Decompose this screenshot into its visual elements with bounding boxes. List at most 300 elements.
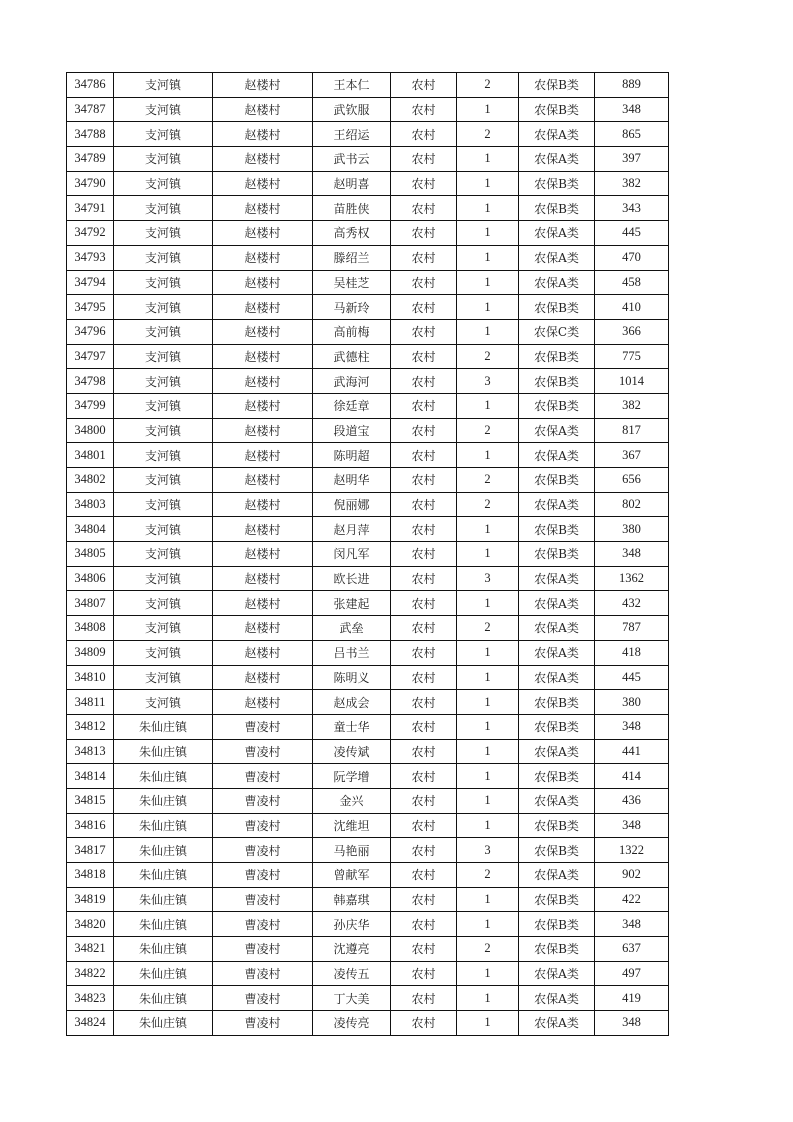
- area-type-cell: 农村: [391, 665, 457, 690]
- amount-cell: 410: [595, 295, 669, 320]
- name-cell: 欧长进: [313, 566, 391, 591]
- table-row: [67, 542, 669, 567]
- name-cell: 赵明喜: [313, 171, 391, 196]
- serial-number-cell: 34802: [67, 468, 114, 493]
- village-cell: 赵楼村: [213, 591, 313, 616]
- table-row: [67, 1011, 669, 1036]
- village-cell: 赵楼村: [213, 171, 313, 196]
- insurance-category-cell: 农保B类: [519, 813, 595, 838]
- serial-number-cell: 34812: [67, 714, 114, 739]
- amount-cell: 889: [595, 73, 669, 98]
- village-cell: 赵楼村: [213, 566, 313, 591]
- town-cell: 朱仙庄镇: [114, 1011, 213, 1036]
- area-type-cell: 农村: [391, 542, 457, 567]
- area-type-cell: 农村: [391, 714, 457, 739]
- insurance-category-cell: 农保C类: [519, 319, 595, 344]
- table-row: [67, 937, 669, 962]
- area-type-cell: 农村: [391, 73, 457, 98]
- name-cell: 赵月萍: [313, 517, 391, 542]
- village-cell: 赵楼村: [213, 196, 313, 221]
- town-cell: 支河镇: [114, 665, 213, 690]
- name-cell: 韩嘉琪: [313, 887, 391, 912]
- name-cell: 马艳丽: [313, 838, 391, 863]
- name-cell: 赵成会: [313, 690, 391, 715]
- table-row: [67, 665, 669, 690]
- table-body: [67, 73, 669, 1036]
- area-type-cell: 农村: [391, 863, 457, 888]
- town-cell: 支河镇: [114, 270, 213, 295]
- serial-number-cell: 34820: [67, 912, 114, 937]
- area-type-cell: 农村: [391, 813, 457, 838]
- amount-cell: 1322: [595, 838, 669, 863]
- amount-cell: 348: [595, 97, 669, 122]
- amount-cell: 902: [595, 863, 669, 888]
- area-type-cell: 农村: [391, 393, 457, 418]
- household-count-cell: 1: [457, 97, 519, 122]
- name-cell: 陈明超: [313, 443, 391, 468]
- table-row: [67, 739, 669, 764]
- amount-cell: 343: [595, 196, 669, 221]
- name-cell: 徐廷章: [313, 393, 391, 418]
- area-type-cell: 农村: [391, 1011, 457, 1036]
- serial-number-cell: 34801: [67, 443, 114, 468]
- area-type-cell: 农村: [391, 566, 457, 591]
- table-row: [67, 319, 669, 344]
- insurance-category-cell: 农保A类: [519, 221, 595, 246]
- household-count-cell: 1: [457, 517, 519, 542]
- town-cell: 支河镇: [114, 517, 213, 542]
- serial-number-cell: 34821: [67, 937, 114, 962]
- name-cell: 高前梅: [313, 319, 391, 344]
- household-count-cell: 1: [457, 665, 519, 690]
- serial-number-cell: 34811: [67, 690, 114, 715]
- village-cell: 赵楼村: [213, 295, 313, 320]
- household-count-cell: 2: [457, 863, 519, 888]
- table-row: [67, 393, 669, 418]
- area-type-cell: 农村: [391, 369, 457, 394]
- table-row: [67, 912, 669, 937]
- household-count-cell: 1: [457, 221, 519, 246]
- name-cell: 武海河: [313, 369, 391, 394]
- table-row: [67, 640, 669, 665]
- town-cell: 朱仙庄镇: [114, 788, 213, 813]
- insurance-category-cell: 农保A类: [519, 443, 595, 468]
- area-type-cell: 农村: [391, 344, 457, 369]
- amount-cell: 432: [595, 591, 669, 616]
- village-cell: 曹凌村: [213, 764, 313, 789]
- town-cell: 支河镇: [114, 640, 213, 665]
- amount-cell: 348: [595, 813, 669, 838]
- village-cell: 曹凌村: [213, 788, 313, 813]
- serial-number-cell: 34799: [67, 393, 114, 418]
- household-count-cell: 1: [457, 912, 519, 937]
- household-count-cell: 1: [457, 393, 519, 418]
- village-cell: 赵楼村: [213, 517, 313, 542]
- insurance-category-cell: 农保A类: [519, 122, 595, 147]
- serial-number-cell: 34793: [67, 245, 114, 270]
- town-cell: 支河镇: [114, 97, 213, 122]
- village-cell: 赵楼村: [213, 369, 313, 394]
- table-row: [67, 838, 669, 863]
- village-cell: 赵楼村: [213, 665, 313, 690]
- amount-cell: 397: [595, 147, 669, 172]
- village-cell: 赵楼村: [213, 418, 313, 443]
- table-row: [67, 369, 669, 394]
- insurance-category-cell: 农保B类: [519, 690, 595, 715]
- village-cell: 赵楼村: [213, 542, 313, 567]
- table-row: [67, 73, 669, 98]
- town-cell: 朱仙庄镇: [114, 986, 213, 1011]
- town-cell: 支河镇: [114, 245, 213, 270]
- area-type-cell: 农村: [391, 122, 457, 147]
- table-row: [67, 221, 669, 246]
- area-type-cell: 农村: [391, 319, 457, 344]
- village-cell: 赵楼村: [213, 245, 313, 270]
- town-cell: 朱仙庄镇: [114, 813, 213, 838]
- household-count-cell: 1: [457, 171, 519, 196]
- village-cell: 赵楼村: [213, 270, 313, 295]
- household-count-cell: 2: [457, 122, 519, 147]
- table-row: [67, 566, 669, 591]
- insurance-category-cell: 农保B类: [519, 838, 595, 863]
- insurance-category-cell: 农保B类: [519, 393, 595, 418]
- name-cell: 张建起: [313, 591, 391, 616]
- household-count-cell: 3: [457, 838, 519, 863]
- town-cell: 朱仙庄镇: [114, 961, 213, 986]
- amount-cell: 367: [595, 443, 669, 468]
- town-cell: 支河镇: [114, 418, 213, 443]
- household-count-cell: 3: [457, 566, 519, 591]
- town-cell: 朱仙庄镇: [114, 838, 213, 863]
- serial-number-cell: 34788: [67, 122, 114, 147]
- serial-number-cell: 34806: [67, 566, 114, 591]
- insurance-category-cell: 农保A类: [519, 1011, 595, 1036]
- village-cell: 赵楼村: [213, 443, 313, 468]
- household-count-cell: 2: [457, 418, 519, 443]
- insurance-category-cell: 农保A类: [519, 566, 595, 591]
- amount-cell: 802: [595, 492, 669, 517]
- name-cell: 闵凡军: [313, 542, 391, 567]
- town-cell: 支河镇: [114, 122, 213, 147]
- amount-cell: 348: [595, 1011, 669, 1036]
- town-cell: 朱仙庄镇: [114, 887, 213, 912]
- household-count-cell: 1: [457, 764, 519, 789]
- serial-number-cell: 34817: [67, 838, 114, 863]
- village-cell: 赵楼村: [213, 616, 313, 641]
- area-type-cell: 农村: [391, 912, 457, 937]
- amount-cell: 775: [595, 344, 669, 369]
- household-count-cell: 1: [457, 591, 519, 616]
- amount-cell: 414: [595, 764, 669, 789]
- insurance-category-cell: 农保B类: [519, 542, 595, 567]
- table-row: [67, 443, 669, 468]
- town-cell: 支河镇: [114, 591, 213, 616]
- amount-cell: 787: [595, 616, 669, 641]
- amount-cell: 458: [595, 270, 669, 295]
- insurance-category-cell: 农保B类: [519, 344, 595, 369]
- table-row: [67, 813, 669, 838]
- insurance-category-cell: 农保B类: [519, 714, 595, 739]
- amount-cell: 366: [595, 319, 669, 344]
- insurance-category-cell: 农保A类: [519, 665, 595, 690]
- insurance-category-cell: 农保A类: [519, 591, 595, 616]
- table-row: [67, 961, 669, 986]
- insurance-category-cell: 农保B类: [519, 764, 595, 789]
- amount-cell: 497: [595, 961, 669, 986]
- household-count-cell: 2: [457, 344, 519, 369]
- household-count-cell: 2: [457, 616, 519, 641]
- table-row: [67, 517, 669, 542]
- area-type-cell: 农村: [391, 196, 457, 221]
- area-type-cell: 农村: [391, 270, 457, 295]
- amount-cell: 1362: [595, 566, 669, 591]
- town-cell: 支河镇: [114, 616, 213, 641]
- name-cell: 丁大美: [313, 986, 391, 1011]
- household-count-cell: 2: [457, 492, 519, 517]
- name-cell: 凌传斌: [313, 739, 391, 764]
- amount-cell: 637: [595, 937, 669, 962]
- amount-cell: 382: [595, 171, 669, 196]
- amount-cell: 422: [595, 887, 669, 912]
- amount-cell: 382: [595, 393, 669, 418]
- serial-number-cell: 34796: [67, 319, 114, 344]
- serial-number-cell: 34805: [67, 542, 114, 567]
- area-type-cell: 农村: [391, 937, 457, 962]
- insurance-category-cell: 农保B类: [519, 937, 595, 962]
- insurance-category-cell: 农保A类: [519, 147, 595, 172]
- insurance-category-cell: 农保B类: [519, 73, 595, 98]
- town-cell: 支河镇: [114, 492, 213, 517]
- area-type-cell: 农村: [391, 517, 457, 542]
- name-cell: 陈明义: [313, 665, 391, 690]
- area-type-cell: 农村: [391, 838, 457, 863]
- name-cell: 孙庆华: [313, 912, 391, 937]
- amount-cell: 441: [595, 739, 669, 764]
- data-table: [66, 72, 669, 1036]
- household-count-cell: 2: [457, 937, 519, 962]
- household-count-cell: 1: [457, 714, 519, 739]
- table-row: [67, 468, 669, 493]
- village-cell: 曹凌村: [213, 714, 313, 739]
- table-row: [67, 418, 669, 443]
- amount-cell: 348: [595, 912, 669, 937]
- serial-number-cell: 34803: [67, 492, 114, 517]
- town-cell: 支河镇: [114, 73, 213, 98]
- household-count-cell: 3: [457, 369, 519, 394]
- name-cell: 武书云: [313, 147, 391, 172]
- insurance-category-cell: 农保A类: [519, 245, 595, 270]
- table-row: [67, 295, 669, 320]
- insurance-category-cell: 农保B类: [519, 171, 595, 196]
- amount-cell: 865: [595, 122, 669, 147]
- area-type-cell: 农村: [391, 739, 457, 764]
- area-type-cell: 农村: [391, 97, 457, 122]
- name-cell: 武德柱: [313, 344, 391, 369]
- village-cell: 赵楼村: [213, 147, 313, 172]
- amount-cell: 445: [595, 221, 669, 246]
- name-cell: 金兴: [313, 788, 391, 813]
- name-cell: 倪丽娜: [313, 492, 391, 517]
- insurance-category-cell: 农保B类: [519, 369, 595, 394]
- town-cell: 支河镇: [114, 393, 213, 418]
- insurance-category-cell: 农保A类: [519, 986, 595, 1011]
- town-cell: 支河镇: [114, 295, 213, 320]
- household-count-cell: 1: [457, 640, 519, 665]
- village-cell: 赵楼村: [213, 690, 313, 715]
- village-cell: 曹凌村: [213, 813, 313, 838]
- household-count-cell: 1: [457, 739, 519, 764]
- household-count-cell: 2: [457, 468, 519, 493]
- insurance-category-cell: 农保B类: [519, 196, 595, 221]
- town-cell: 支河镇: [114, 319, 213, 344]
- household-count-cell: 1: [457, 270, 519, 295]
- insurance-category-cell: 农保A类: [519, 616, 595, 641]
- insurance-category-cell: 农保A类: [519, 788, 595, 813]
- town-cell: 支河镇: [114, 468, 213, 493]
- serial-number-cell: 34816: [67, 813, 114, 838]
- serial-number-cell: 34815: [67, 788, 114, 813]
- name-cell: 高秀权: [313, 221, 391, 246]
- insurance-category-cell: 农保A类: [519, 418, 595, 443]
- area-type-cell: 农村: [391, 764, 457, 789]
- insurance-category-cell: 农保B类: [519, 97, 595, 122]
- household-count-cell: 1: [457, 986, 519, 1011]
- insurance-category-cell: 农保A类: [519, 961, 595, 986]
- village-cell: 赵楼村: [213, 344, 313, 369]
- town-cell: 支河镇: [114, 196, 213, 221]
- name-cell: 滕绍兰: [313, 245, 391, 270]
- serial-number-cell: 34818: [67, 863, 114, 888]
- amount-cell: 418: [595, 640, 669, 665]
- town-cell: 朱仙庄镇: [114, 764, 213, 789]
- amount-cell: 436: [595, 788, 669, 813]
- serial-number-cell: 34794: [67, 270, 114, 295]
- name-cell: 沈遵亮: [313, 937, 391, 962]
- village-cell: 曹凌村: [213, 887, 313, 912]
- town-cell: 支河镇: [114, 542, 213, 567]
- village-cell: 曹凌村: [213, 1011, 313, 1036]
- area-type-cell: 农村: [391, 221, 457, 246]
- household-count-cell: 1: [457, 961, 519, 986]
- name-cell: 曾献军: [313, 863, 391, 888]
- name-cell: 凌传五: [313, 961, 391, 986]
- area-type-cell: 农村: [391, 788, 457, 813]
- village-cell: 曹凌村: [213, 937, 313, 962]
- name-cell: 吕书兰: [313, 640, 391, 665]
- area-type-cell: 农村: [391, 171, 457, 196]
- household-count-cell: 1: [457, 319, 519, 344]
- household-count-cell: 2: [457, 73, 519, 98]
- table-row: [67, 591, 669, 616]
- table-row: [67, 887, 669, 912]
- household-count-cell: 1: [457, 443, 519, 468]
- table-row: [67, 986, 669, 1011]
- area-type-cell: 农村: [391, 640, 457, 665]
- area-type-cell: 农村: [391, 690, 457, 715]
- household-count-cell: 1: [457, 887, 519, 912]
- table-row: [67, 492, 669, 517]
- table-row: [67, 147, 669, 172]
- area-type-cell: 农村: [391, 245, 457, 270]
- town-cell: 支河镇: [114, 171, 213, 196]
- serial-number-cell: 34807: [67, 591, 114, 616]
- town-cell: 支河镇: [114, 147, 213, 172]
- household-count-cell: 1: [457, 788, 519, 813]
- household-count-cell: 1: [457, 245, 519, 270]
- name-cell: 童士华: [313, 714, 391, 739]
- amount-cell: 348: [595, 714, 669, 739]
- table-row: [67, 171, 669, 196]
- serial-number-cell: 34808: [67, 616, 114, 641]
- amount-cell: 445: [595, 665, 669, 690]
- village-cell: 曹凌村: [213, 863, 313, 888]
- serial-number-cell: 34790: [67, 171, 114, 196]
- village-cell: 赵楼村: [213, 319, 313, 344]
- name-cell: 赵明华: [313, 468, 391, 493]
- insurance-category-cell: 农保A类: [519, 863, 595, 888]
- table-row: [67, 97, 669, 122]
- serial-number-cell: 34797: [67, 344, 114, 369]
- serial-number-cell: 34791: [67, 196, 114, 221]
- name-cell: 王绍运: [313, 122, 391, 147]
- area-type-cell: 农村: [391, 295, 457, 320]
- village-cell: 曹凌村: [213, 961, 313, 986]
- serial-number-cell: 34787: [67, 97, 114, 122]
- area-type-cell: 农村: [391, 986, 457, 1011]
- town-cell: 支河镇: [114, 566, 213, 591]
- amount-cell: 470: [595, 245, 669, 270]
- area-type-cell: 农村: [391, 616, 457, 641]
- serial-number-cell: 34813: [67, 739, 114, 764]
- amount-cell: 1014: [595, 369, 669, 394]
- serial-number-cell: 34792: [67, 221, 114, 246]
- table-row: [67, 122, 669, 147]
- serial-number-cell: 34804: [67, 517, 114, 542]
- table-row: [67, 714, 669, 739]
- area-type-cell: 农村: [391, 887, 457, 912]
- table-row: [67, 196, 669, 221]
- household-count-cell: 1: [457, 542, 519, 567]
- serial-number-cell: 34786: [67, 73, 114, 98]
- village-cell: 曹凌村: [213, 838, 313, 863]
- name-cell: 吴桂芝: [313, 270, 391, 295]
- serial-number-cell: 34823: [67, 986, 114, 1011]
- town-cell: 朱仙庄镇: [114, 863, 213, 888]
- town-cell: 支河镇: [114, 344, 213, 369]
- table-row: [67, 863, 669, 888]
- area-type-cell: 农村: [391, 418, 457, 443]
- name-cell: 武垒: [313, 616, 391, 641]
- insurance-category-cell: 农保A类: [519, 640, 595, 665]
- table-row: [67, 344, 669, 369]
- serial-number-cell: 34819: [67, 887, 114, 912]
- town-cell: 支河镇: [114, 369, 213, 394]
- village-cell: 曹凌村: [213, 912, 313, 937]
- area-type-cell: 农村: [391, 492, 457, 517]
- name-cell: 段道宝: [313, 418, 391, 443]
- insurance-category-cell: 农保B类: [519, 887, 595, 912]
- village-cell: 赵楼村: [213, 640, 313, 665]
- town-cell: 朱仙庄镇: [114, 912, 213, 937]
- household-count-cell: 1: [457, 295, 519, 320]
- name-cell: 王本仁: [313, 73, 391, 98]
- village-cell: 赵楼村: [213, 122, 313, 147]
- table-row: [67, 616, 669, 641]
- amount-cell: 419: [595, 986, 669, 1011]
- amount-cell: 380: [595, 517, 669, 542]
- table-row: [67, 764, 669, 789]
- name-cell: 凌传亮: [313, 1011, 391, 1036]
